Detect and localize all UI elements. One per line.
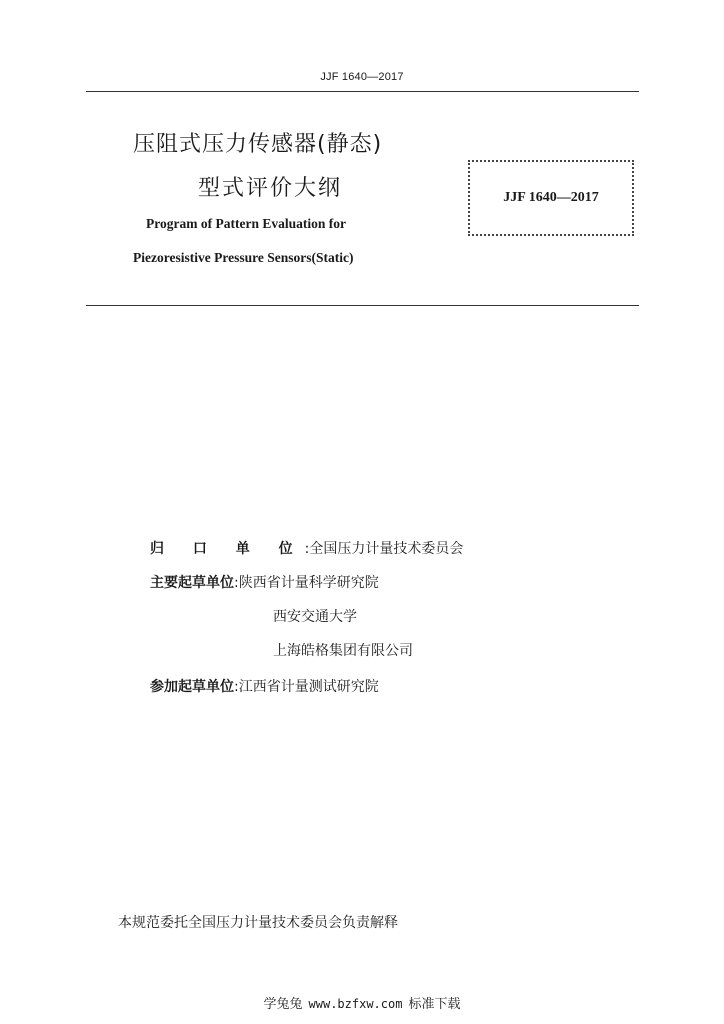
title-chinese-line2: 型式评价大纲 bbox=[198, 176, 343, 201]
org-sep-responsible: : bbox=[304, 541, 310, 557]
standard-code-box bbox=[468, 160, 634, 236]
org-value-participating: 江西省计量测试研究院 bbox=[238, 679, 379, 695]
org-value-responsible: 全国压力计量技术委员会 bbox=[309, 541, 464, 557]
site-watermark bbox=[0, 993, 724, 1012]
org-sep-participating: : bbox=[234, 679, 239, 695]
title-english-line1: Program of Pattern Evaluation for bbox=[146, 216, 346, 231]
org-label-main-drafters: 主要起草单位 bbox=[150, 575, 234, 591]
org-row-main-drafters bbox=[150, 572, 379, 592]
org-row-responsible bbox=[150, 538, 463, 558]
watermark-prefix: 学兔兔 bbox=[263, 997, 303, 1012]
interpretation-footnote: 本规范委托全国压力计量技术委员会负责解释 bbox=[118, 915, 398, 931]
watermark-url: www.bzfxw.com bbox=[308, 997, 403, 1011]
watermark-suffix: 标准下载 bbox=[408, 997, 461, 1012]
top-divider bbox=[86, 91, 639, 92]
title-chinese-line1: 压阻式压力传感器(静态) bbox=[133, 132, 383, 157]
standard-code-box-text: JJF 1640—2017 bbox=[503, 190, 599, 205]
middle-divider bbox=[86, 305, 639, 306]
org-value-main-drafter-3: 上海皓格集团有限公司 bbox=[273, 643, 413, 659]
header-standard-code: JJF 1640—2017 bbox=[320, 71, 404, 83]
org-row-participating bbox=[150, 676, 379, 696]
org-value-main-drafter-2: 西安交通大学 bbox=[273, 609, 357, 625]
org-value-main-drafter-1: 陕西省计量科学研究院 bbox=[238, 575, 379, 591]
org-label-participating: 参加起草单位 bbox=[150, 679, 234, 695]
title-english-line2: Piezoresistive Pressure Sensors(Static) bbox=[133, 250, 354, 265]
org-label-responsible: 归 口 单 位 bbox=[150, 541, 305, 557]
org-sep-main-drafters: : bbox=[234, 575, 239, 591]
